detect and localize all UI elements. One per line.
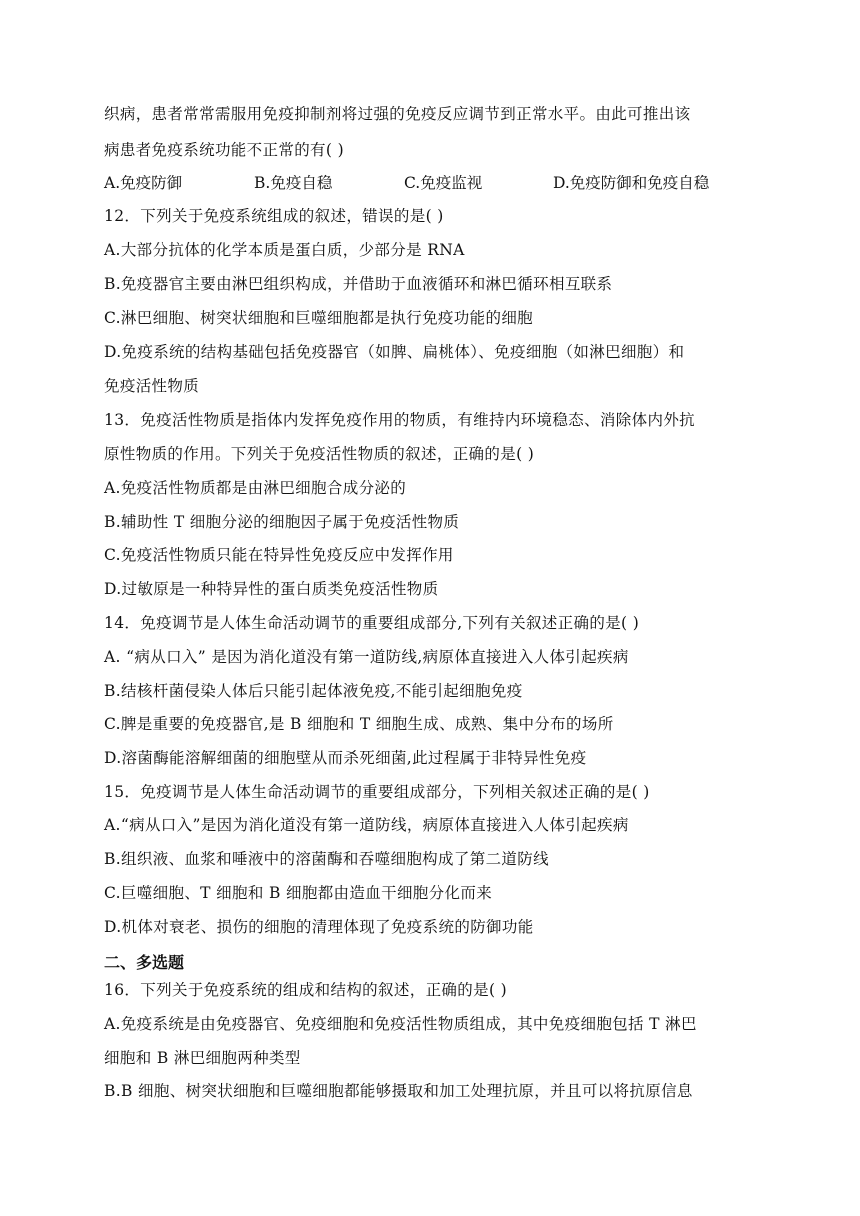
q11-stem-line1: 织病，患者常常需服用免疫抑制剂将过强的免疫反应调节到正常水平。由此可推出该 — [104, 105, 691, 123]
q16-option-a-line2: 细胞和 B 淋巴细胞两种类型 — [104, 1049, 301, 1067]
q15-option-a: A.“病从口入”是因为消化道没有第一道防线，病原体直接进入人体引起疾病 — [104, 816, 629, 834]
q13-option-c: C.免疫活性物质只能在特异性免疫反应中发挥作用 — [104, 546, 454, 564]
q13-stem-line2: 原性物质的作用。下列关于免疫活性物质的叙述，正确的是( ) — [104, 445, 535, 463]
q14-option-a: A. “病从口入” 是因为消化道没有第一道防线,病原体直接进入人体引起疾病 — [104, 648, 629, 666]
q12-option-b: B.免疫器官主要由淋巴组织构成，并借助于血液循环和淋巴循环相互联系 — [104, 275, 613, 293]
q12-option-c: C.淋巴细胞、树突状细胞和巨噬细胞都是执行免疫功能的细胞 — [104, 309, 534, 327]
q12-option-a: A.大部分抗体的化学本质是蛋白质，少部分是 RNA — [104, 241, 465, 259]
section-heading-multiple-choice: 二、多选题 — [104, 953, 185, 972]
q12-stem: 12．下列关于免疫系统组成的叙述，错误的是( ) — [104, 207, 444, 225]
q15-option-d: D.机体对衰老、损伤的细胞的清理体现了免疫系统的防御功能 — [104, 918, 534, 936]
q15-stem: 15．免疫调节是人体生命活动调节的重要组成部分，下列相关叙述正确的是( ) — [104, 783, 650, 801]
q16-option-a-line1: A.免疫系统是由免疫器官、免疫细胞和免疫活性物质组成，其中免疫细胞包括 T 淋巴 — [104, 1015, 697, 1033]
q11-option-c: C.免疫监视 — [404, 174, 483, 192]
q13-option-d: D.过敏原是一种特异性的蛋白质类免疫活性物质 — [104, 580, 439, 598]
q11-stem-line2: 病患者免疫系统功能不正常的有( ) — [104, 141, 344, 159]
q14-option-b: B.结核杆菌侵染人体后只能引起体液免疫,不能引起细胞免疫 — [104, 682, 523, 700]
q15-option-c: C.巨噬细胞、T 细胞和 B 细胞都由造血干细胞分化而来 — [104, 884, 493, 902]
q12-option-d-line2: 免疫活性物质 — [104, 377, 200, 395]
q15-option-b: B.组织液、血浆和唾液中的溶菌酶和吞噬细胞构成了第二道防线 — [104, 850, 549, 868]
q16-stem: 16．下列关于免疫系统的组成和结构的叙述，正确的是( ) — [104, 981, 508, 999]
q11-option-a: A.免疫防御 — [104, 174, 183, 192]
q14-stem: 14．免疫调节是人体生命活动调节的重要组成部分,下列有关叙述正确的是( ) — [104, 614, 640, 632]
q11-option-b: B.免疫自稳 — [254, 174, 333, 192]
q13-option-a: A.免疫活性物质都是由淋巴细胞合成分泌的 — [104, 479, 407, 497]
q16-option-b-line1: B.B 细胞、树突状细胞和巨噬细胞都能够摄取和加工处理抗原，并且可以将抗原信息 — [104, 1082, 693, 1100]
q13-option-b: B.辅助性 T 细胞分泌的细胞因子属于免疫活性物质 — [104, 513, 460, 531]
q11-option-d: D.免疫防御和免疫自稳 — [553, 174, 710, 192]
q13-stem-line1: 13．免疫活性物质是指体内发挥免疫作用的物质，有维持内环境稳态、消除体内外抗 — [104, 411, 696, 429]
q14-option-c: C.脾是重要的免疫器官,是 B 细胞和 T 细胞生成、成熟、集中分布的场所 — [104, 715, 614, 733]
q12-option-d-line1: D.免疫系统的结构基础包括免疫器官（如脾、扁桃体）、免疫细胞（如淋巴细胞）和 — [104, 343, 685, 361]
q14-option-d: D.溶菌酶能溶解细菌的细胞壁从而杀死细菌,此过程属于非特异性免疫 — [104, 749, 587, 767]
